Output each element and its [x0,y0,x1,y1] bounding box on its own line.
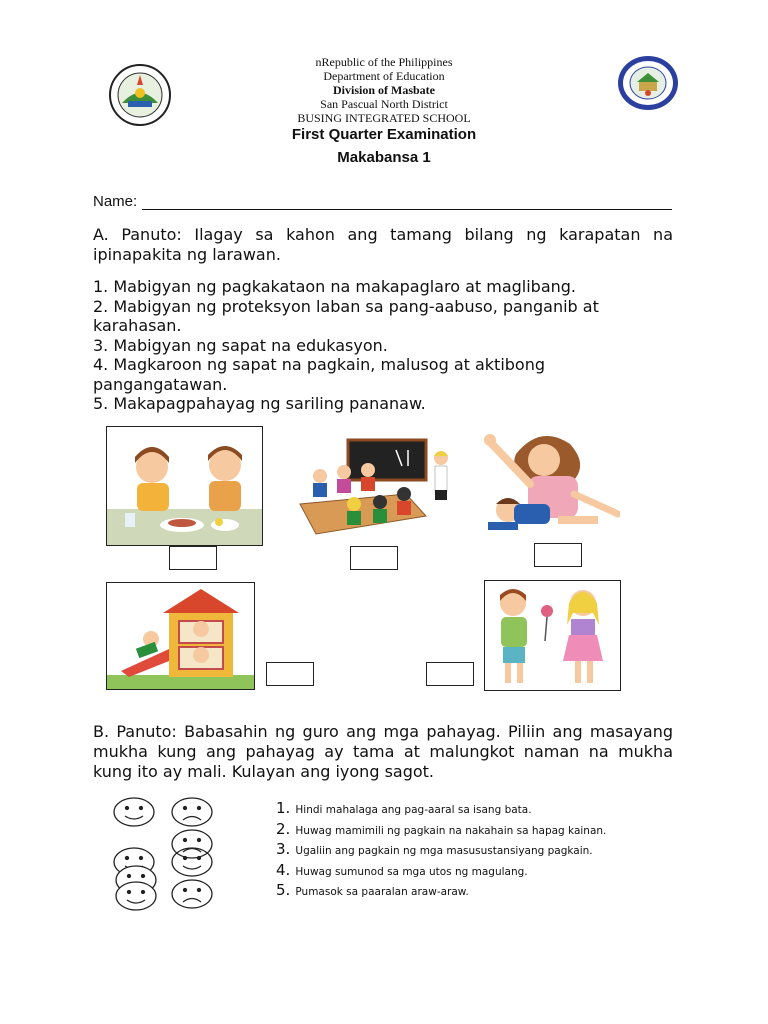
name-label: Name: [93,193,138,210]
school-seal-logo [617,55,679,111]
answer-box-4[interactable] [266,662,314,686]
picture-kids-talking [484,580,621,691]
section-a-items [93,277,683,414]
sad-face-icon [172,880,212,908]
answer-box-1[interactable] [169,546,217,570]
section-a-instruction: A. Panuto: Ilagay sa kahon ang tamang bilang ng karapatan na ipinapakita ng larawan. [93,225,673,264]
picture-kids-eating [106,426,263,546]
sad-face-icon [172,798,212,826]
header-division: Division of Masbate [333,83,435,97]
picture-classroom [296,436,454,546]
subject-title: Makabansa 1 [337,149,431,166]
header-republic: nRepublic of the Philippines [315,55,453,69]
rights-item-5: 5. Makapagpahayag ng sariling pananaw. [93,394,426,413]
header-department: Department of Education [323,69,445,83]
answer-box-3[interactable] [534,543,582,567]
picture-playground [106,582,255,690]
happy-face-icon [116,882,156,910]
happy-face-icon [114,798,154,826]
statement-item-4: 4. Huwag sumunod sa mga utos ng magulang. [276,860,528,879]
deped-logo [108,63,172,127]
sad-face-icon [172,830,212,858]
rights-item-2: 2. Mabigyan ng proteksyon laban sa pang-aabuso, panganib at karahasan. [93,296,599,335]
statement-item-5: 5. Pumasok sa paaralan araw-araw. [276,881,469,899]
section-b-instruction: B. Panuto: Babasahin ng guro ang mga pahayag. Piliin ang masayang mukha kung ang pahayag ay tama at malungkot naman na mukha kung ito ay mali. Kulayan ang iyong sagot. [93,722,673,781]
answer-box-2[interactable] [350,546,398,570]
rights-item-1: 1. Mabigyan ng pagkakataon na makapaglaro at maglibang. [93,277,577,296]
rights-item-3: 3. Mabigyan ng sapat na edukasyon. [93,335,388,355]
exam-title: First Quarter Examination [291,126,477,143]
answer-box-5[interactable] [426,662,474,686]
name-line[interactable] [142,209,672,210]
statement-item-3: 3. Ugaliin ang pagkain ng mga masusustansiyang pagkain. [276,840,593,858]
section-b-items [276,798,696,901]
picture-child-abuse [478,424,620,538]
statement-item-1: 1. Hindi mahalaga ang pag-aaral sa isang bata. [276,799,532,817]
header-district: San Pascual North District [320,97,448,111]
faces-group [108,794,220,912]
statement-item-2: 2. Huwag mamimili ng pagkain na nakahain sa hapag kainan. [276,819,607,838]
header-school: BUSING INTEGRATED SCHOOL [297,111,471,125]
happy-face-icon [172,848,212,876]
rights-item-4: 4. Magkaroon ng sapat na pagkain, malusog at aktibong pangangatawan. [93,355,546,394]
